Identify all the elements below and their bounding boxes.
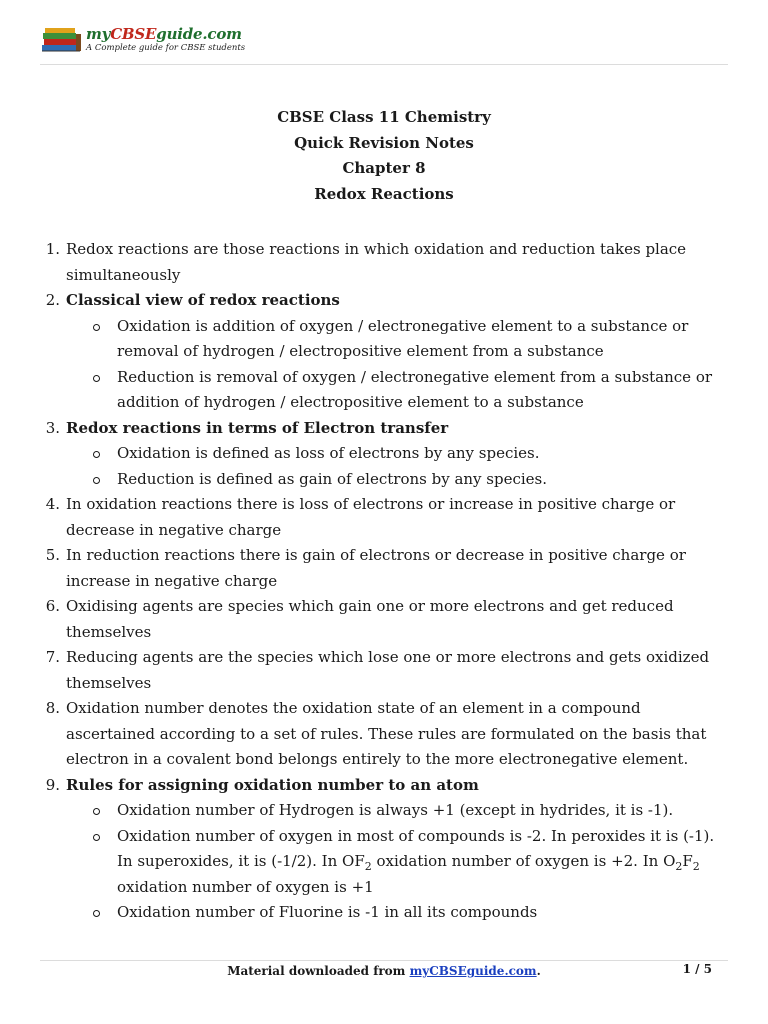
list-item-text: In reduction reactions there is gain of electrons or decrease in positive charge or increase in negative charge — [66, 546, 686, 590]
footer-credit: Material downloaded from myCBSEguide.com. — [227, 964, 541, 978]
sub-list-item — [40, 314, 730, 365]
logo-tagline: A Complete guide for CBSE students — [86, 43, 246, 54]
sub-list-item-text: Oxidation number of Fluorine is -1 in all its compounds — [117, 903, 538, 921]
title-line: CBSE Class 11 Chemistry — [277, 108, 491, 126]
list-item — [40, 645, 730, 696]
list-item-number: 9. — [45, 775, 60, 794]
list-item-number: 7. — [45, 648, 60, 666]
list-item — [40, 492, 730, 543]
list-item — [40, 237, 730, 288]
sub-list-item — [40, 824, 730, 901]
list-item-text: Reducing agents are the species which lose one or more electrons and gets oxidized themselves — [66, 648, 710, 692]
page-header — [40, 24, 728, 65]
list-item-number: 4. — [45, 495, 60, 513]
sub-list-item-text: Oxidation number of oxygen in most of compounds is -2. In peroxides it is (-1). In superoxides, it is (-1/2). In $OF_2$ oxidation number of oxygen is +2. In $O_2F_2$ oxidation number of oxygen is +1 — [117, 826, 715, 896]
list-item-number: 5. — [45, 546, 60, 564]
sub-list-item-text: Oxidation is defined as loss of electrons by any species. — [117, 444, 540, 462]
list-item-number: 3. — [45, 418, 60, 437]
circle-bullet-icon — [93, 451, 100, 458]
circle-bullet-icon — [93, 808, 100, 815]
list-item-number: 6. — [45, 597, 60, 615]
sub-list-item-text: Reduction is removal of oxygen / electronegative element from a substance or addition of hydrogen / electropositive element to a substance — [117, 367, 713, 411]
list-item-heading: Redox reactions in terms of Electron transfer — [66, 418, 449, 437]
sub-list-item-text: Oxidation is addition of oxygen / electronegative element to a substance or removal of hydrogen / electropositive element from a substance — [117, 316, 689, 360]
list-item-text: Redox reactions are those reactions in which oxidation and reduction takes place simultaneously — [66, 240, 687, 284]
list-item — [40, 696, 730, 773]
sub-list-item-text: Reduction is defined as gain of electrons by any species. — [117, 469, 548, 488]
list-item-text: Oxidising agents are species which gain one or more electrons and get reduced themselves — [66, 597, 674, 641]
list-item-heading: Classical view of redox reactions — [66, 291, 340, 309]
list-item-number: 1. — [45, 240, 60, 258]
title-line: Quick Revision Notes — [294, 133, 474, 152]
sub-list-item — [40, 798, 730, 824]
list-item — [40, 416, 730, 442]
list-item-heading: Rules for assigning oxidation number to an atom — [66, 775, 479, 794]
list-item — [40, 288, 730, 314]
document-title-block — [0, 105, 768, 207]
circle-bullet-icon — [93, 910, 100, 917]
title-line: Chapter 8 — [342, 159, 426, 177]
list-item — [40, 773, 730, 799]
list-item — [40, 594, 730, 645]
notes-list — [40, 237, 730, 926]
sub-list-item-text: Oxidation number of Hydrogen is always +1 (except in hydrides, it is -1). — [117, 801, 674, 819]
logo-name: myCBSEguide.com — [86, 25, 242, 44]
footer-link[interactable]: myCBSEguide.com — [409, 964, 537, 978]
sub-list-item — [40, 900, 730, 926]
page-number: 1 / 5 — [682, 962, 712, 976]
books-logo-icon — [40, 26, 84, 54]
circle-bullet-icon — [93, 375, 100, 382]
sub-list-item — [40, 365, 730, 416]
site-logo[interactable] — [40, 26, 245, 54]
page-footer — [40, 960, 728, 1001]
circle-bullet-icon — [93, 477, 100, 484]
sub-list-item — [40, 467, 730, 493]
title-line: Redox Reactions — [314, 184, 454, 203]
list-item-text: Oxidation number denotes the oxidation state of an element in a compound ascertained according to a set of rules. These rules are formulated on the basis that electron in a covalent bond belongs entirely to the more electronegative element. — [66, 699, 707, 768]
list-item-text: In oxidation reactions there is loss of electrons or increase in positive charge or decrease in negative charge — [66, 495, 676, 539]
list-item — [40, 543, 730, 594]
list-item-number: 2. — [45, 291, 60, 309]
circle-bullet-icon — [93, 324, 100, 331]
sub-list-item — [40, 441, 730, 467]
circle-bullet-icon — [93, 834, 100, 841]
list-item-number: 8. — [45, 699, 60, 717]
